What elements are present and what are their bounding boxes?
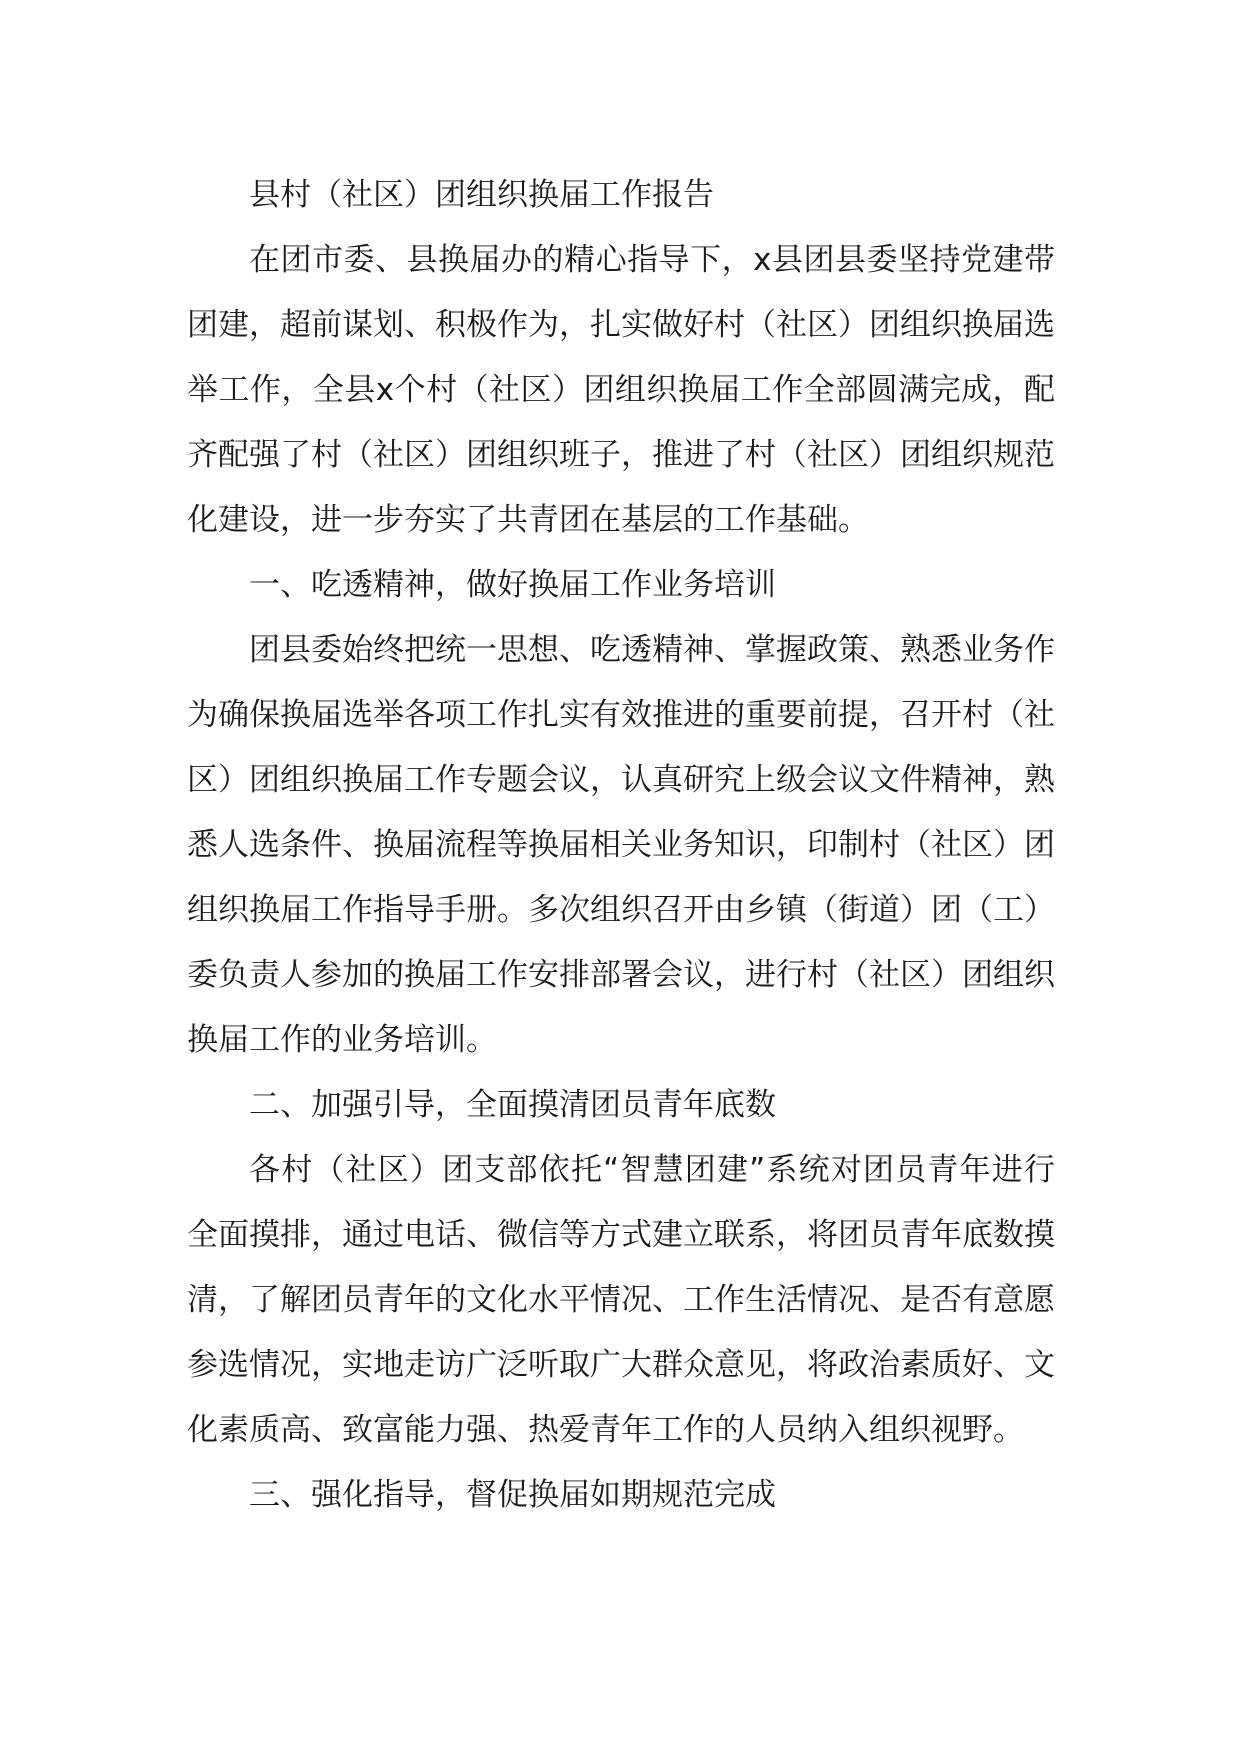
- document-title: 县村（社区）团组织换届工作报告: [249, 177, 714, 213]
- section-paragraph-2: 各村（社区）团支部依托“智慧团建”系统对团员青年进行全面摸排，通过电话、微信等方式建立联系，将团员青年底数摸清，了解团员青年的文化水平情况、工作生活情况、是否有意愿参选情况，实地走访广泛听取广大群众意见，将政治素质好、文化素质高、致富能力强、热爱青年工作的人员纳入组织视野。: [187, 1152, 1055, 1448]
- intro-paragraph: 在团市委、县换届办的精心指导下，x县团县委坚持党建带团建，超前谋划、积极作为，扎实做好村（社区）团组织换届选举工作，全县x个村（社区）团组织换届工作全部圆满完成，配齐配强了村（社区）团组织班子，推进了村（社区）团组织规范化建设，进一步夯实了共青团在基层的工作基础。: [187, 242, 1055, 538]
- section-paragraph-1: 团县委始终把统一思想、吃透精神、掌握政策、熟悉业务作为确保换届选举各项工作扎实有效推进的重要前提，召开村（社区）团组织换届工作专题会议，认真研究上级会议文件精神，熟悉人选条件、换届流程等换届相关业务知识，印制村（社区）团组织换届工作指导手册。多次组织召开由乡镇（街道）团（工）委负责人参加的换届工作安排部署会议，进行村（社区）团组织换届工作的业务培训。: [187, 632, 1055, 1058]
- section-heading-3: 三、强化指导，督促换届如期规范完成: [249, 1477, 776, 1513]
- document-body: [187, 163, 1055, 1528]
- section-heading-1: 一、吃透精神，做好换届工作业务培训: [249, 567, 776, 603]
- section-heading-2: 二、加强引导，全面摸清团员青年底数: [249, 1087, 776, 1123]
